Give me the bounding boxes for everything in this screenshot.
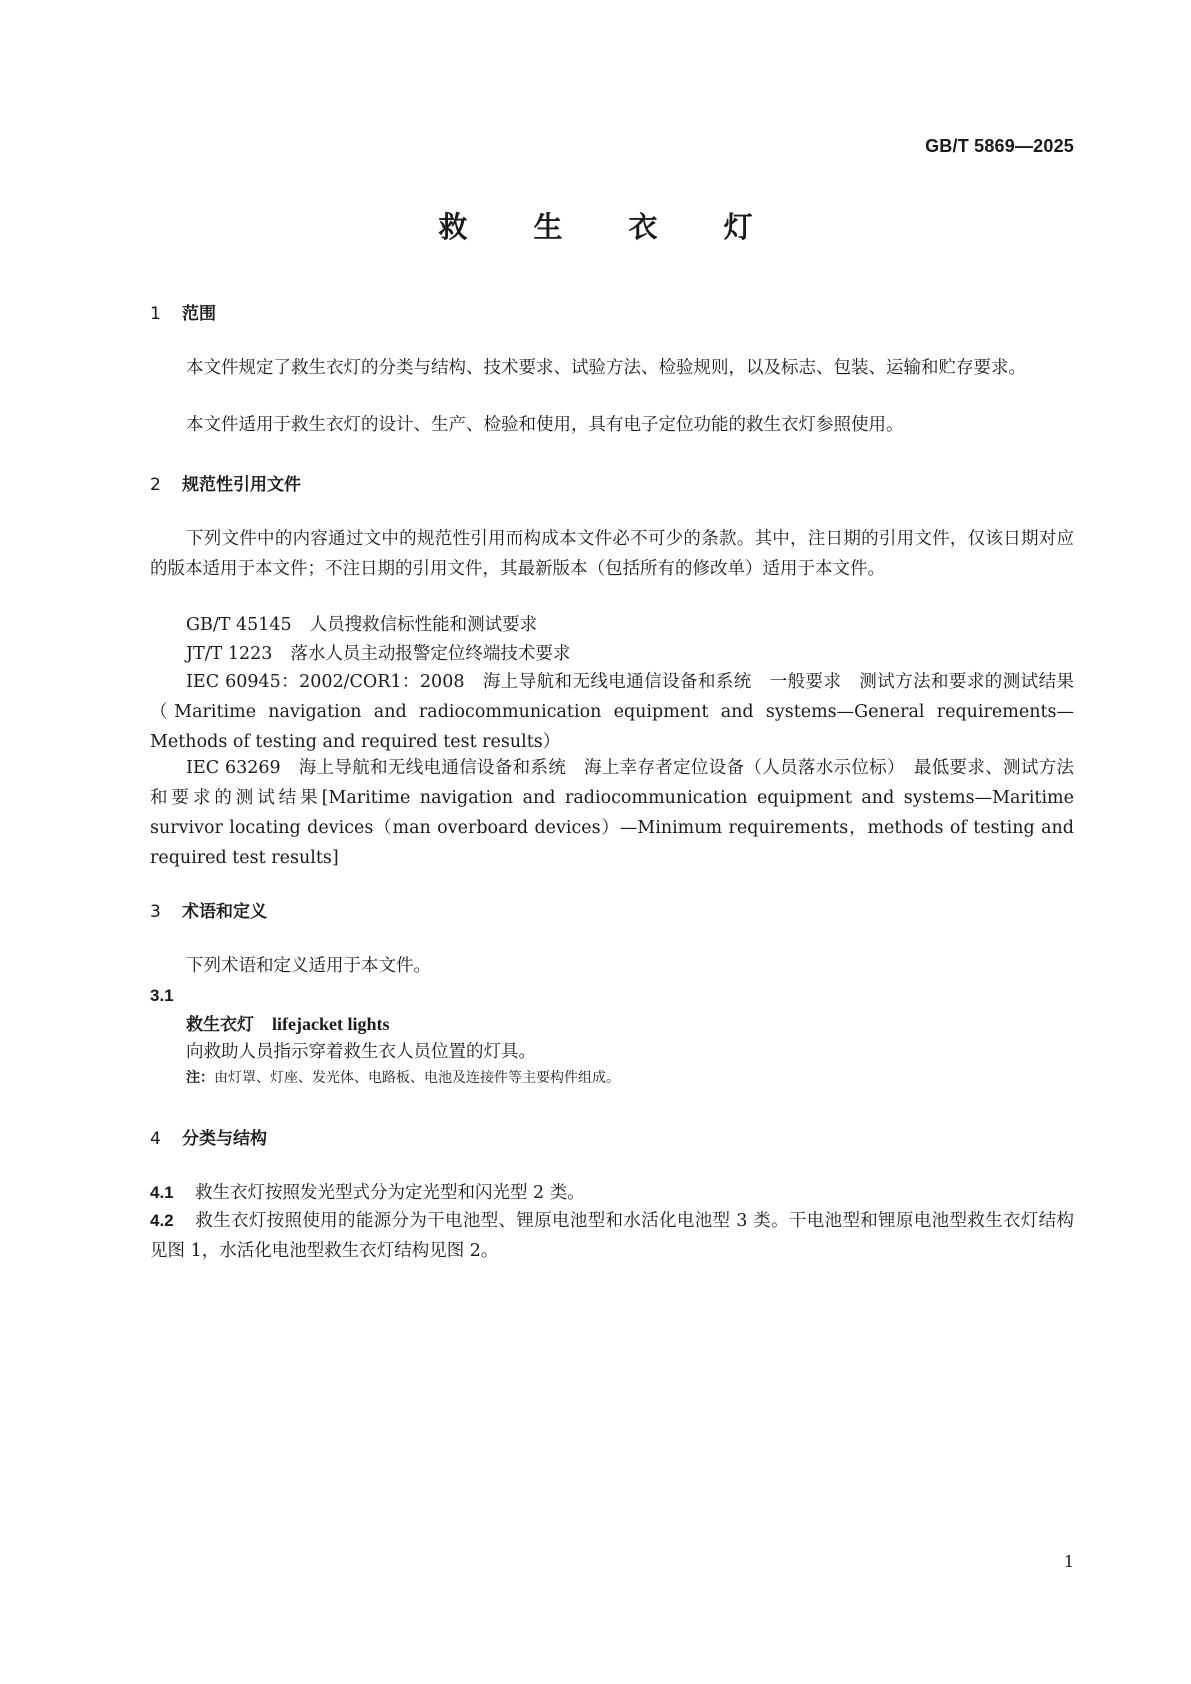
page-number: 1: [1063, 1552, 1074, 1571]
reference-code: JT/T 1223: [186, 644, 273, 664]
reference-title: 人员搜救信标性能和测试要求: [309, 615, 538, 635]
section-1-heading: [150, 299, 216, 324]
reference-item: IEC 63269 海上导航和无线电通信设备和系统 海上幸存者定位设备（人员落水示位标） 最低要求、测试方法和要求的测试结果[Maritime navigation and radiocommunication equipment and systems—Maritime survivor locating devices（man overboard devices）—Minimum requirements，methods of testing and required test results]: [150, 758, 1074, 868]
section-3-heading: [150, 897, 267, 922]
section-3-intro: 下列术语和定义适用于本文件。: [186, 956, 431, 976]
clause-text: 救生衣灯按照使用的能源分为干电池型、锂原电池型和水活化电池型 3 类。干电池型和锂原电池型救生衣灯结构见图 1，水活化电池型救生衣灯结构见图 2。: [150, 1211, 1074, 1261]
term-definition: 向救助人员指示穿着救生衣人员位置的灯具。: [186, 1042, 536, 1062]
reference-title: 落水人员主动报警定位终端技术要求: [290, 644, 571, 664]
section-1-paragraph-1: 本文件规定了救生衣灯的分类与结构、技术要求、试验方法、检验规则，以及标志、包装、运输和贮存要求。: [186, 358, 1026, 378]
section-2-heading: [150, 470, 301, 495]
section-4-heading: [150, 1124, 267, 1149]
term-english: lifejacket lights: [272, 1014, 390, 1034]
term-chinese: 救生衣灯: [186, 1015, 254, 1035]
note-label: 注：: [186, 1070, 214, 1086]
section-title: 规范性引用文件: [182, 475, 301, 495]
note-text: 由灯罩、灯座、发光体、电路板、电池及连接件等主要构件组成。: [214, 1070, 620, 1086]
section-number: 3: [150, 902, 161, 922]
term-entry: [186, 1009, 389, 1040]
clause-number: 4.2: [150, 1211, 174, 1230]
section-title: 分类与结构: [182, 1129, 267, 1149]
section-title: 术语和定义: [182, 902, 267, 922]
reference-item: IEC 60945：2002/COR1：2008 海上导航和无线电通信设备和系统 一般要求 测试方法和要求的测试结果（Maritime navigation and radiocommunication equipment and systems—General requirements—Methods of testing and required test results）: [150, 672, 1074, 752]
page-title: 救 生 衣 灯: [438, 210, 781, 244]
reference-code: GB/T 45145: [186, 615, 292, 635]
section-number: 2: [150, 475, 161, 495]
section-2-intro: 下列文件中的内容通过文中的规范性引用而构成本文件必不可少的条款。其中，注日期的引用文件，仅该日期对应的版本适用于本文件；不注日期的引用文件，其最新版本（包括所有的修改单）适用于本文件。: [150, 529, 1074, 579]
section-number: 1: [150, 304, 161, 324]
section-number: 4: [150, 1129, 161, 1149]
standard-number: GB/T 5869—2025: [925, 136, 1074, 156]
section-1-paragraph-2: 本文件适用于救生衣灯的设计、生产、检验和使用，具有电子定位功能的救生衣灯参照使用。: [186, 415, 904, 435]
clause-4-2: [150, 1206, 1074, 1266]
clause-4-1: [150, 1178, 585, 1208]
clause-text: 救生衣灯按照发光型式分为定光型和闪光型 2 类。: [195, 1183, 585, 1203]
reference-item: [186, 639, 570, 669]
reference-item: [186, 610, 537, 640]
term-number: 3.1: [150, 986, 174, 1005]
clause-number: 4.1: [150, 1183, 174, 1202]
term-note: [186, 1066, 620, 1090]
section-title: 范围: [182, 304, 216, 324]
